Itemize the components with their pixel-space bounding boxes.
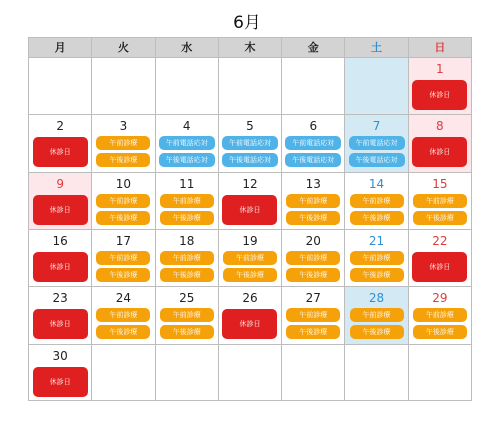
- day-cell[interactable]: [409, 287, 471, 343]
- schedule-badges: [29, 308, 91, 339]
- day-number: 27: [305, 291, 321, 306]
- pm-clinic-badge: 午後診療: [350, 325, 404, 339]
- day-number: 18: [179, 233, 195, 248]
- day-cell[interactable]: [29, 173, 92, 229]
- day-cell[interactable]: [282, 230, 345, 286]
- day-number: 26: [242, 291, 258, 306]
- pm-clinic-badge: 午後診療: [350, 211, 404, 225]
- day-number: 21: [368, 233, 385, 248]
- pm-phone-badge: 午後電話応対: [285, 153, 341, 167]
- am-phone-badge: 午前電話応対: [349, 136, 405, 150]
- pm-clinic-badge: 午後診療: [96, 325, 150, 339]
- day-cell[interactable]: [345, 115, 408, 171]
- pm-clinic-badge: 午後診療: [223, 268, 277, 282]
- day-number: 10: [115, 176, 132, 191]
- closed-badge: 休診日: [222, 195, 277, 225]
- pm-clinic-badge: 午後診療: [413, 211, 467, 225]
- pm-clinic-badge: 午後診療: [160, 325, 214, 339]
- pm-clinic-badge: 午後診療: [286, 211, 340, 225]
- day-number: 24: [115, 291, 132, 306]
- schedule-badges: [156, 308, 218, 339]
- pm-clinic-badge: 午後診療: [350, 268, 404, 282]
- am-clinic-badge: 午前診療: [96, 251, 150, 265]
- schedule-badges: [282, 251, 344, 282]
- week-row: [29, 287, 471, 344]
- am-clinic-badge: 午前診療: [96, 194, 150, 208]
- schedule-badges: [29, 366, 91, 397]
- day-cell[interactable]: [92, 115, 155, 171]
- day-cell: [29, 58, 92, 114]
- day-number: 5: [246, 119, 254, 134]
- am-clinic-badge: 午前診療: [160, 308, 214, 322]
- day-cell[interactable]: [409, 115, 471, 171]
- calendar-weeks: [29, 58, 471, 401]
- day-cell[interactable]: [409, 230, 471, 286]
- day-number: 20: [305, 233, 321, 248]
- day-number: 30: [52, 348, 68, 363]
- weekday-fri: 金: [282, 38, 345, 57]
- week-row: [29, 58, 471, 115]
- schedule-badges: [29, 251, 91, 282]
- weekday-sun: 日: [434, 41, 446, 54]
- am-clinic-badge: 午前診療: [350, 194, 404, 208]
- day-number: 3: [119, 119, 128, 134]
- day-number: 12: [242, 176, 258, 191]
- day-cell: [219, 58, 282, 114]
- schedule-badges: [345, 194, 407, 225]
- day-number: 22: [432, 233, 448, 248]
- day-cell[interactable]: [156, 173, 219, 229]
- schedule-badges: [219, 251, 281, 282]
- day-cell: [92, 345, 155, 401]
- schedule-badges: [409, 194, 471, 225]
- schedule-badges: [219, 136, 281, 167]
- am-clinic-badge: 午前診療: [350, 251, 404, 265]
- day-cell[interactable]: [156, 115, 219, 171]
- day-cell[interactable]: [29, 115, 92, 171]
- pm-clinic-badge: 午後診療: [413, 325, 467, 339]
- day-cell[interactable]: [409, 58, 471, 114]
- day-number: 29: [432, 291, 448, 306]
- calendar-grid: [28, 37, 472, 401]
- pm-phone-badge: 午後電話応対: [222, 153, 278, 167]
- month-title: 6月: [233, 13, 261, 33]
- am-clinic-badge: 午前診療: [96, 136, 150, 150]
- day-number: 9: [56, 176, 64, 191]
- weekday-thu: 木: [219, 38, 282, 57]
- day-cell: [282, 58, 345, 114]
- day-cell[interactable]: [92, 230, 155, 286]
- am-clinic-badge: 午前診療: [413, 194, 467, 208]
- day-cell[interactable]: [29, 287, 92, 343]
- day-cell: [219, 345, 282, 401]
- day-number: 16: [52, 233, 68, 248]
- day-number: 25: [179, 291, 195, 306]
- week-row: [29, 173, 471, 230]
- day-cell[interactable]: [92, 287, 155, 343]
- day-number: 17: [115, 233, 132, 248]
- schedule-badges: [29, 194, 91, 225]
- weekday-header: [29, 38, 471, 58]
- day-cell[interactable]: [29, 345, 92, 401]
- am-clinic-badge: 午前診療: [160, 194, 214, 208]
- pm-clinic-badge: 午後診療: [96, 268, 150, 282]
- week-row: [29, 345, 471, 401]
- day-cell[interactable]: [219, 115, 282, 171]
- weekday-sat: 土: [345, 38, 408, 57]
- schedule-badges: [156, 136, 218, 167]
- am-clinic-badge: 午前診療: [286, 308, 340, 322]
- closed-badge: 休診日: [412, 80, 467, 110]
- am-clinic-badge: 午前診療: [286, 251, 340, 265]
- schedule-badges: [92, 251, 154, 282]
- pm-clinic-badge: 午後診療: [286, 325, 340, 339]
- schedule-badges: [156, 251, 218, 282]
- closed-badge: 休診日: [33, 252, 88, 282]
- schedule-badges: [219, 308, 281, 339]
- am-clinic-badge: 午前診療: [223, 251, 277, 265]
- day-cell[interactable]: [345, 287, 408, 343]
- pm-clinic-badge: 午後診療: [96, 211, 150, 225]
- weekday-tue: 火: [92, 38, 155, 57]
- schedule-badges: [92, 194, 154, 225]
- pm-clinic-badge: 午後診療: [96, 153, 150, 167]
- schedule-badges: [282, 136, 344, 167]
- schedule-badges: [282, 194, 344, 225]
- day-cell: [345, 345, 408, 401]
- am-phone-badge: 午前電話応対: [222, 136, 278, 150]
- weekday-mon: 月: [29, 38, 92, 57]
- day-cell[interactable]: [92, 173, 155, 229]
- closed-badge: 休診日: [33, 137, 88, 167]
- closed-badge: 休診日: [33, 367, 88, 397]
- schedule-badges: [409, 308, 471, 339]
- day-cell[interactable]: [345, 173, 408, 229]
- day-number: 14: [368, 176, 385, 191]
- day-cell[interactable]: [219, 287, 282, 343]
- day-number: 28: [368, 291, 385, 306]
- pm-clinic-badge: 午後診療: [286, 268, 340, 282]
- day-cell: [156, 58, 219, 114]
- schedule-badges: [345, 251, 407, 282]
- day-number: 13: [305, 176, 321, 191]
- day-number: 11: [179, 176, 195, 191]
- day-number: 6: [309, 119, 318, 134]
- day-cell[interactable]: [156, 230, 219, 286]
- day-cell[interactable]: [409, 173, 471, 229]
- day-number: 23: [52, 291, 68, 306]
- schedule-badges: [345, 136, 407, 167]
- day-cell[interactable]: [345, 230, 408, 286]
- day-number: 8: [436, 119, 444, 134]
- day-cell: [409, 345, 471, 401]
- day-cell: [92, 58, 155, 114]
- schedule-badges: [345, 308, 407, 339]
- am-phone-badge: 午前電話応対: [285, 136, 341, 150]
- day-number: 15: [432, 176, 448, 191]
- day-cell[interactable]: [29, 230, 92, 286]
- schedule-badges: [29, 136, 91, 167]
- day-cell: [156, 345, 219, 401]
- day-cell[interactable]: [156, 287, 219, 343]
- day-number: 7: [372, 119, 381, 134]
- closed-badge: 休診日: [33, 195, 88, 225]
- schedule-badges: [156, 194, 218, 225]
- day-number: 1: [436, 62, 444, 76]
- am-phone-badge: 午前電話応対: [159, 136, 215, 150]
- schedule-badges: [92, 308, 154, 339]
- day-cell[interactable]: [219, 173, 282, 229]
- schedule-badges: [409, 79, 471, 110]
- closed-badge: 休診日: [412, 137, 467, 167]
- schedule-badges: [409, 251, 471, 282]
- week-row: [29, 230, 471, 287]
- day-number: 4: [182, 119, 191, 134]
- closed-badge: 休診日: [222, 309, 277, 339]
- am-clinic-badge: 午前診療: [413, 308, 467, 322]
- day-cell[interactable]: [282, 287, 345, 343]
- closed-badge: 休診日: [33, 309, 88, 339]
- schedule-badges: [409, 136, 471, 167]
- day-cell[interactable]: [282, 115, 345, 171]
- day-cell: [282, 345, 345, 401]
- closed-badge: 休診日: [412, 252, 467, 282]
- am-clinic-badge: 午前診療: [286, 194, 340, 208]
- pm-clinic-badge: 午後診療: [160, 268, 214, 282]
- day-cell[interactable]: [282, 173, 345, 229]
- am-clinic-badge: 午前診療: [96, 308, 150, 322]
- am-clinic-badge: 午前診療: [350, 308, 404, 322]
- pm-phone-badge: 午後電話応対: [159, 153, 215, 167]
- schedule-badges: [219, 194, 281, 225]
- day-cell: [345, 58, 408, 114]
- weekday-wed: 水: [156, 38, 219, 57]
- am-clinic-badge: 午前診療: [160, 251, 214, 265]
- day-number: 19: [242, 233, 258, 248]
- day-number: 2: [56, 119, 64, 134]
- pm-phone-badge: 午後電話応対: [349, 153, 405, 167]
- schedule-badges: [282, 308, 344, 339]
- pm-clinic-badge: 午後診療: [160, 211, 214, 225]
- schedule-badges: [92, 136, 154, 167]
- day-cell[interactable]: [219, 230, 282, 286]
- week-row: [29, 115, 471, 172]
